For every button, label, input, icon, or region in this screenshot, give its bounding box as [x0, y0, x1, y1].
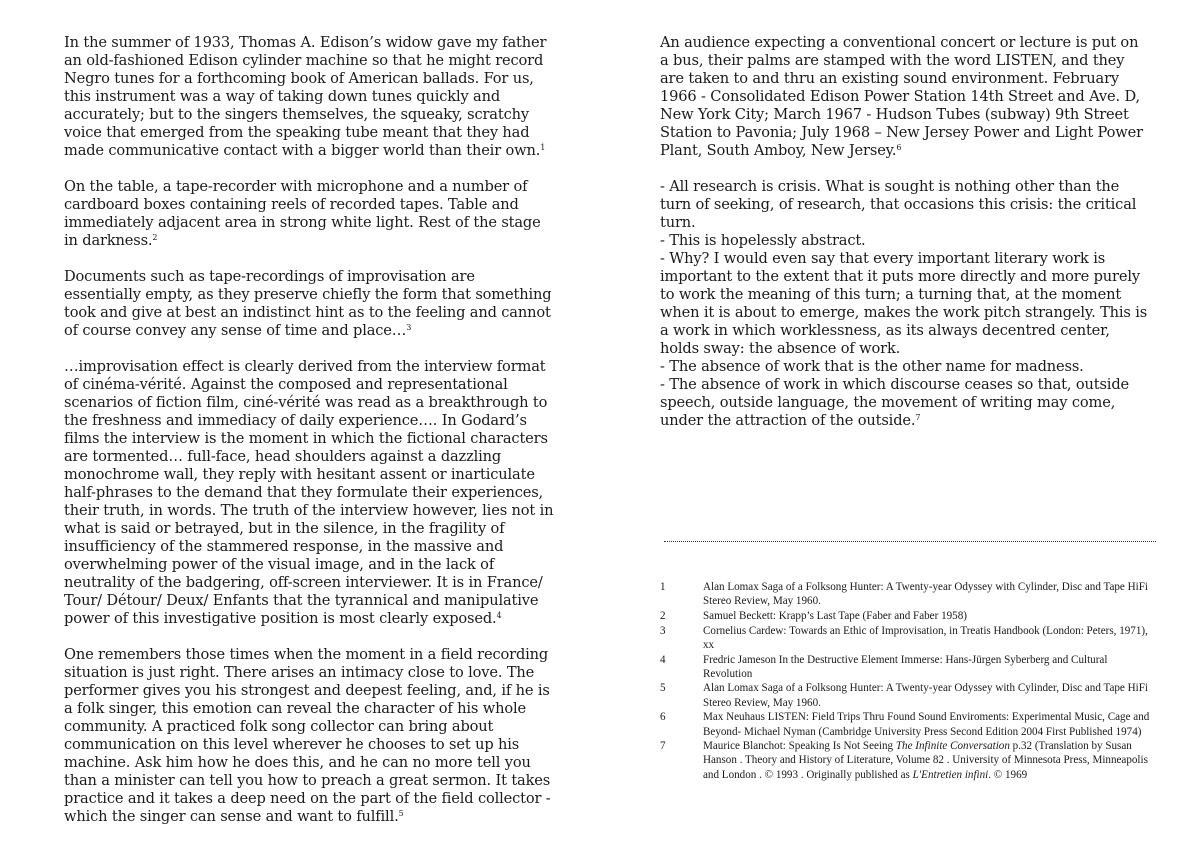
footnote-item	[660, 580, 1150, 608]
footnote-number: 3	[660, 624, 666, 637]
original-title: L'Entretien infini	[912, 768, 989, 781]
paragraph-tape-recorder-stage: On the table, a tape-recorder with microphone and a number of cardboard boxes containing reels of recorded tapes. Table and immediately adjacent area in strong white light. Rest of the stage in darkness.$^2$	[64, 178, 541, 249]
paragraph-edison-cylinder: In the summer of 1933, Thomas A. Edison’s widow gave my father an old-fashioned Edison cylinder machine so that he might record Negro tunes for a forthcoming book of American ballads. For us, this instrument was a way of taking down tunes quickly and accurately; but to the singers themselves, the squeaky, scratchy voice that emerged from the speaking tube meant that they had made communicative contact with a bigger world than their own.$^1$	[64, 34, 547, 159]
footnote-item	[660, 624, 1150, 652]
dialogue-line: - The absence of work in which discourse ceases so that, outside speech, outside language, the movement of writing may come, under the attraction of the outside.$^7$	[660, 376, 1130, 429]
footnote-ref[interactable]: 6	[896, 143, 902, 152]
footnotes-list	[660, 580, 1150, 782]
footnote-text: Cornelius Cardew: Towards an Ethic of Improvisation, in Treatis Handbook (London: Peters, 1971), xx	[703, 624, 1148, 651]
footnote-number: 1	[660, 581, 666, 593]
paragraph-listen-bus: An audience expecting a conventional concert or lecture is put on a bus, their palms are stamped with the word LISTEN, and they are taken to and thru an existing sound environment. February 1966 - Consolidated Edison Power Station 14th Street and Ave. D, New York City; March 1967 - Hudson Tubes (subway) 9th Street Station to Pavonia; July 1968 – New Jersey Power and Light Power Plant, South Amboy, New Jersey.$^6$	[660, 34, 1143, 159]
footnote-ref[interactable]: 1	[540, 143, 546, 152]
footnote-ref[interactable]: 2	[152, 233, 158, 242]
paragraph-field-recording: One remembers those times when the moment in a field recording situation is just right. There arises an intimacy close to love. The performer gives you his strongest and deepest feeling, and, if he is a folk singer, this emotion can reveal the character of his whole community. A practiced folk song collector can bring about communication on this level wherever he chooses to set up his machine. Ask him how he does this, and he can no more tell you than a minister can tell you how to preach a great sermon. It takes practice and it takes a deep need on the part of the field collector - which the singer can sense and want to fulfill.$^5$	[64, 646, 551, 825]
footnote-separator	[664, 541, 1156, 542]
footnote-number: 5	[660, 682, 666, 695]
left-column	[64, 34, 554, 826]
paragraph-improvisation-documents: Documents such as tape-recordings of improvisation are essentially empty, as they preserve chiefly the form that something took and give at best an indistinct hint as to the feeling and cannot of course convey any sense of time and place…$^3$	[64, 268, 552, 339]
footnote-item	[660, 653, 1150, 681]
footnote-number: 6	[660, 711, 666, 724]
dialogue-line: - All research is crisis. What is sought is nothing other than the turn of seeking, of research, that occasions this crisis: the critical turn.	[660, 178, 1137, 231]
dialogue-line: - Why? I would even say that every important literary work is important to the extent that it puts more directly and more purely to work the meaning of this turn; a turning that, at the moment when it is about to emerge, makes the work pitch strangely. This is a work in which worklessness, as its always decentred center, holds sway: the absence of work.	[660, 250, 1148, 357]
footnote-ref[interactable]: 3	[406, 323, 412, 332]
footnote-ref[interactable]: 4	[496, 611, 502, 620]
footnote-item	[660, 609, 1150, 623]
book-title: The Infinite Conversation	[895, 740, 1010, 753]
footnote-ref[interactable]: 7	[915, 413, 921, 422]
footnote-number: 7	[660, 740, 666, 753]
footnote-number: 4	[660, 653, 666, 666]
footnote-item	[660, 739, 1150, 782]
footnote-text: Alan Lomax Saga of a Folksong Hunter: A Twenty-year Odyssey with Cylinder, Disc and Tape HiFi Stereo Review, May 1960.	[703, 682, 1148, 709]
footnote-text: Alan Lomax Saga of a Folksong Hunter: A Twenty-year Odyssey with Cylinder, Disc and Tape HiFi Stereo Review, May 1960.	[703, 581, 1148, 608]
dialogue-line: - The absence of work that is the other name for madness.	[660, 358, 1084, 375]
paragraph-cinema-verite: …improvisation effect is clearly derived from the interview format of cinéma-vérité. Against the composed and representational scenarios of fiction film, ciné-vérité was read as a breakthrough to the freshness and immediacy of daily experience…. In Godard’s films the interview is the moment in which the fictional characters are tormented… full-face, head shoulders against a dazzling monochrome wall, they reply with hesitant assent or inarticulate half-phrases to the demand that they formulate their experiences, their truth, in words. The truth of the interview however, lies not in what is said or betrayed, but in the silence, in the fragility of insufficiency of the stammered response, in the massive and overwhelming power of the visual image, and in the lack of neutrality of the badgering, off-screen interviewer. It is in France/ Tour/ Détour/ Deux/ Enfants that the tyrannical and manipulative power of this investigative position is most clearly exposed.$^4$	[64, 358, 554, 627]
footnote-text: Samuel Beckett: Krapp’s Last Tape (Faber and Faber 1958)	[703, 609, 967, 622]
footnote-text: Maurice Blanchot: Speaking Is Not Seeing The Infinite Conversation p.32 (Translation by Susan Hanson . Theory and History of Literature, Volume 82 . University of Minnesota Press, Minneapolis and London . © 1993 . Originally published as L'Entretien infini. © 1969	[703, 740, 1148, 781]
dialogue-block	[660, 178, 1150, 430]
footnote-item	[660, 681, 1150, 709]
footnote-text: Max Neuhaus LISTEN: Field Trips Thru Found Sound Enviroments: Experimental Music, Cage and Beyond- Michael Nyman (Cambridge University Press Second Edition 2004 First Published 1974)	[703, 711, 1150, 738]
dialogue-line: - This is hopelessly abstract.	[660, 232, 866, 249]
right-column	[660, 34, 1150, 430]
footnote-item	[660, 710, 1150, 738]
footnote-text: Fredric Jameson In the Destructive Element Immerse: Hans-Jürgen Syberberg and Cultural Revolution	[703, 653, 1108, 680]
footnote-ref[interactable]: 5	[398, 809, 404, 818]
footnote-number: 2	[660, 609, 666, 622]
